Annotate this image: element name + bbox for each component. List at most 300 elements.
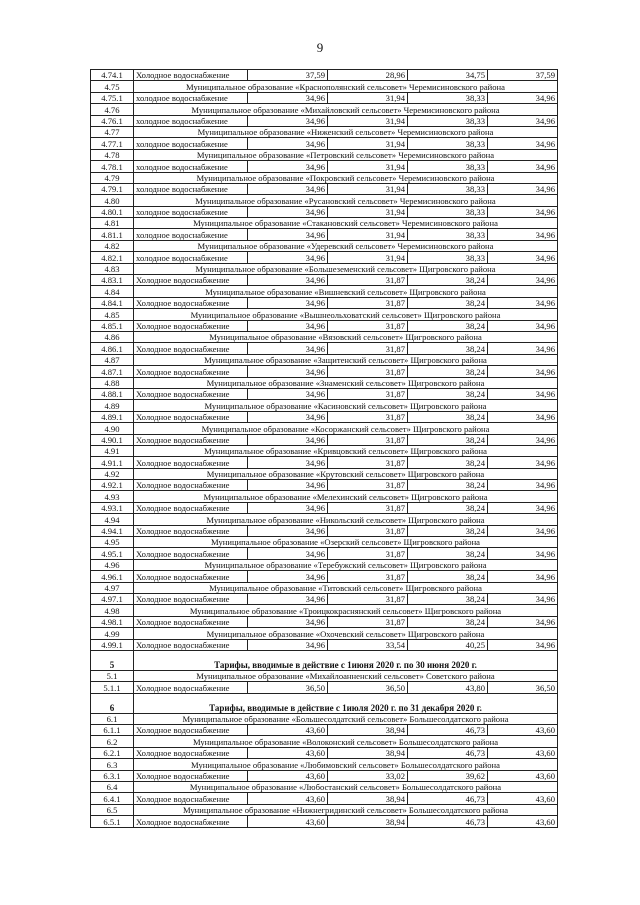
municipality-title: Муниципальное образование «Вязовский сельсовет» Щигровского района xyxy=(134,331,558,342)
tariff-row xyxy=(91,343,558,354)
row-number: 4.85.1 xyxy=(91,320,134,331)
tariff-value: 43,60 xyxy=(488,725,558,736)
tariff-row xyxy=(91,770,558,781)
municipality-number: 4.96 xyxy=(91,559,134,570)
tariff-value: 31,87 xyxy=(328,502,408,513)
tariff-value: 43,80 xyxy=(408,682,488,693)
municipality-row xyxy=(91,81,558,92)
tariff-value: 46,73 xyxy=(408,816,488,827)
tariff-value: 46,73 xyxy=(408,725,488,736)
tariff-value: 34,96 xyxy=(488,639,558,650)
tariff-row xyxy=(91,138,558,149)
tariff-value: 38,33 xyxy=(408,206,488,217)
tariff-value: 34,96 xyxy=(488,183,558,194)
tariff-value: 34,96 xyxy=(248,411,328,422)
tariff-value: 31,87 xyxy=(328,593,408,604)
tariff-value: 31,94 xyxy=(328,183,408,194)
municipality-row xyxy=(91,559,558,570)
tariff-value: 34,96 xyxy=(488,161,558,172)
tariff-row xyxy=(91,275,558,286)
tariff-value: 34,96 xyxy=(488,320,558,331)
tariff-value: 37,59 xyxy=(488,70,558,81)
tariff-value: 31,94 xyxy=(328,161,408,172)
tariff-value: 31,94 xyxy=(328,206,408,217)
tariff-row xyxy=(91,682,558,693)
tariff-row xyxy=(91,793,558,804)
row-number: 4.86.1 xyxy=(91,343,134,354)
service-name: холодное водоснабжение xyxy=(134,229,248,240)
municipality-title: Муниципальное образование «Любостанский сельсовет» Большесолдатского района xyxy=(134,782,558,793)
tariff-value: 34,96 xyxy=(488,502,558,513)
municipality-title: Муниципальное образование «Косоржанский сельсовет» Щигровского района xyxy=(134,423,558,434)
tariff-value: 34,96 xyxy=(488,138,558,149)
tariff-value: 34,96 xyxy=(488,411,558,422)
row-number: 4.80.1 xyxy=(91,206,134,217)
tariff-value: 43,60 xyxy=(248,747,328,758)
municipality-number: 4.86 xyxy=(91,331,134,342)
tariff-row xyxy=(91,548,558,559)
row-number: 4.89.1 xyxy=(91,411,134,422)
section-title: Тарифы, вводимые в действие с 1июля 2020 г. по 31 декабря 2020 г. xyxy=(134,693,558,713)
service-name: Холодное водоснабжение xyxy=(134,770,248,781)
municipality-row xyxy=(91,582,558,593)
municipality-title: Муниципальное образование «Михайловский сельсовет» Черемисиновского района xyxy=(134,104,558,115)
tariff-value: 34,96 xyxy=(248,229,328,240)
tariff-row xyxy=(91,70,558,81)
tariff-row xyxy=(91,252,558,263)
tariff-value: 39,62 xyxy=(408,770,488,781)
tariff-value: 34,96 xyxy=(488,434,558,445)
row-number: 5.1.1 xyxy=(91,682,134,693)
tariff-value: 46,73 xyxy=(408,747,488,758)
tariff-value: 46,73 xyxy=(408,793,488,804)
tariff-value: 34,96 xyxy=(488,388,558,399)
tariff-value: 38,94 xyxy=(328,747,408,758)
row-number: 4.97.1 xyxy=(91,593,134,604)
tariff-value: 34,96 xyxy=(248,183,328,194)
tariff-value: 31,87 xyxy=(328,320,408,331)
tariff-value: 31,87 xyxy=(328,548,408,559)
municipality-number: 4.91 xyxy=(91,445,134,456)
municipality-row xyxy=(91,804,558,815)
row-number: 4.91.1 xyxy=(91,457,134,468)
tariff-value: 34,96 xyxy=(488,229,558,240)
municipality-row xyxy=(91,149,558,160)
tariff-value: 31,94 xyxy=(328,229,408,240)
municipality-number: 4.75 xyxy=(91,81,134,92)
municipality-number: 4.81 xyxy=(91,218,134,229)
municipality-number: 4.87 xyxy=(91,354,134,365)
municipality-number: 6.4 xyxy=(91,782,134,793)
tariff-row xyxy=(91,297,558,308)
tariff-value: 37,59 xyxy=(248,70,328,81)
tariff-value: 34,96 xyxy=(248,161,328,172)
tariff-value: 31,87 xyxy=(328,616,408,627)
service-name: Холодное водоснабжение xyxy=(134,548,248,559)
row-number: 4.94.1 xyxy=(91,525,134,536)
tariff-value: 38,24 xyxy=(408,297,488,308)
tariff-value: 43,60 xyxy=(488,747,558,758)
tariff-row xyxy=(91,593,558,604)
tariff-value: 34,96 xyxy=(248,616,328,627)
tariff-value: 38,33 xyxy=(408,229,488,240)
tariff-row xyxy=(91,206,558,217)
service-name: холодное водоснабжение xyxy=(134,183,248,194)
municipality-row xyxy=(91,309,558,320)
tariff-value: 31,87 xyxy=(328,275,408,286)
tariff-value: 34,96 xyxy=(488,206,558,217)
tariff-value: 31,94 xyxy=(328,138,408,149)
row-number: 4.88.1 xyxy=(91,388,134,399)
municipality-title: Муниципальное образование «Титовский сельсовет» Щигровского района xyxy=(134,582,558,593)
service-name: Холодное водоснабжение xyxy=(134,725,248,736)
tariff-value: 34,96 xyxy=(488,525,558,536)
tariff-value: 43,60 xyxy=(248,816,328,827)
service-name: холодное водоснабжение xyxy=(134,161,248,172)
tariff-value: 38,24 xyxy=(408,343,488,354)
tariff-row xyxy=(91,388,558,399)
row-number: 4.87.1 xyxy=(91,366,134,377)
service-name: холодное водоснабжение xyxy=(134,115,248,126)
service-name: Холодное водоснабжение xyxy=(134,593,248,604)
municipality-title: Муниципальное образование «Вышнеольховатский сельсовет» Щигровского района xyxy=(134,309,558,320)
municipality-number: 4.80 xyxy=(91,195,134,206)
municipality-row xyxy=(91,713,558,724)
municipality-number: 4.89 xyxy=(91,400,134,411)
municipality-row xyxy=(91,514,558,525)
municipality-title: Муниципальное образование «Михайлоанненский сельсовет» Советского района xyxy=(134,670,558,681)
municipality-title: Муниципальное образование «Охочевский сельсовет» Щигровского района xyxy=(134,628,558,639)
service-name: Холодное водоснабжение xyxy=(134,816,248,827)
municipality-title: Муниципальное образование «Мелехинский сельсовет» Щигровского района xyxy=(134,491,558,502)
tariff-value: 38,24 xyxy=(408,480,488,491)
municipality-title: Муниципальное образование «Знаменский сельсовет» Щигровского района xyxy=(134,377,558,388)
service-name: Холодное водоснабжение xyxy=(134,682,248,693)
tariff-value: 31,87 xyxy=(328,297,408,308)
tariff-value: 38,94 xyxy=(328,725,408,736)
tariff-value: 40,25 xyxy=(408,639,488,650)
tariff-value: 31,87 xyxy=(328,434,408,445)
tariff-row xyxy=(91,411,558,422)
tariff-value: 38,24 xyxy=(408,366,488,377)
municipality-number: 4.98 xyxy=(91,605,134,616)
municipality-number: 4.99 xyxy=(91,628,134,639)
service-name: Холодное водоснабжение xyxy=(134,747,248,758)
tariff-value: 43,60 xyxy=(488,793,558,804)
tariff-row xyxy=(91,434,558,445)
municipality-title: Муниципальное образование «Большесолдатский сельсовет» Большесолдатского района xyxy=(134,713,558,724)
tariff-row xyxy=(91,183,558,194)
municipality-row xyxy=(91,400,558,411)
tariff-value: 28,96 xyxy=(328,70,408,81)
tariff-value: 34,96 xyxy=(248,206,328,217)
tariff-value: 38,24 xyxy=(408,388,488,399)
tariff-value: 43,60 xyxy=(248,793,328,804)
municipality-row xyxy=(91,736,558,747)
row-number: 4.98.1 xyxy=(91,616,134,627)
tariff-row xyxy=(91,816,558,827)
municipality-title: Муниципальное образование «Русановский сельсовет» Черемисиновского района xyxy=(134,195,558,206)
row-number: 4.84.1 xyxy=(91,297,134,308)
tariff-value: 38,33 xyxy=(408,252,488,263)
tariff-value: 38,24 xyxy=(408,457,488,468)
tariff-value: 34,96 xyxy=(248,639,328,650)
row-number: 4.74.1 xyxy=(91,70,134,81)
tariff-value: 34,96 xyxy=(248,548,328,559)
service-name: Холодное водоснабжение xyxy=(134,616,248,627)
tariff-value: 34,96 xyxy=(248,92,328,103)
row-number: 4.99.1 xyxy=(91,639,134,650)
row-number: 6.4.1 xyxy=(91,793,134,804)
tariff-value: 34,96 xyxy=(248,343,328,354)
tariff-value: 34,96 xyxy=(248,115,328,126)
municipality-number: 4.76 xyxy=(91,104,134,115)
municipality-number: 6.1 xyxy=(91,713,134,724)
municipality-row xyxy=(91,104,558,115)
municipality-row xyxy=(91,670,558,681)
municipality-row xyxy=(91,468,558,479)
municipality-number: 5.1 xyxy=(91,670,134,681)
municipality-row xyxy=(91,240,558,251)
tariff-value: 34,96 xyxy=(248,252,328,263)
row-number: 4.78.1 xyxy=(91,161,134,172)
tariff-value: 38,94 xyxy=(328,793,408,804)
municipality-number: 4.88 xyxy=(91,377,134,388)
tariff-value: 31,94 xyxy=(328,92,408,103)
municipality-number: 4.77 xyxy=(91,126,134,137)
tariff-value: 38,24 xyxy=(408,593,488,604)
tariff-row xyxy=(91,457,558,468)
municipality-number: 4.97 xyxy=(91,582,134,593)
tariff-value: 31,87 xyxy=(328,366,408,377)
row-number: 4.79.1 xyxy=(91,183,134,194)
municipality-row xyxy=(91,377,558,388)
municipality-title: Муниципальное образование «Кривцовский сельсовет» Щигровского района xyxy=(134,445,558,456)
service-name: Холодное водоснабжение xyxy=(134,320,248,331)
row-number: 4.83.1 xyxy=(91,275,134,286)
municipality-title: Муниципальное образование «Крутовский сельсовет» Щигровского района xyxy=(134,468,558,479)
tariff-value: 34,96 xyxy=(248,457,328,468)
row-number: 4.90.1 xyxy=(91,434,134,445)
service-name: Холодное водоснабжение xyxy=(134,366,248,377)
tariff-row xyxy=(91,92,558,103)
tariff-value: 34,96 xyxy=(248,434,328,445)
row-number: 4.92.1 xyxy=(91,480,134,491)
service-name: Холодное водоснабжение xyxy=(134,297,248,308)
tariff-value: 34,96 xyxy=(488,457,558,468)
tariff-value: 31,87 xyxy=(328,411,408,422)
municipality-title: Муниципальное образование «Никольский сельсовет» Щигровского района xyxy=(134,514,558,525)
tariff-value: 38,33 xyxy=(408,138,488,149)
tariff-value: 34,96 xyxy=(248,320,328,331)
row-number: 4.75.1 xyxy=(91,92,134,103)
tariff-value: 34,96 xyxy=(488,297,558,308)
tariff-row xyxy=(91,480,558,491)
tariff-value: 34,96 xyxy=(248,502,328,513)
tariff-row xyxy=(91,747,558,758)
section-number: 6 xyxy=(91,693,134,713)
tariff-value: 31,87 xyxy=(328,388,408,399)
tariff-value: 31,87 xyxy=(328,480,408,491)
tariff-value: 34,96 xyxy=(248,593,328,604)
municipality-row xyxy=(91,286,558,297)
municipality-row xyxy=(91,126,558,137)
tariff-value: 34,96 xyxy=(488,115,558,126)
tariff-value: 34,96 xyxy=(488,548,558,559)
row-number: 4.81.1 xyxy=(91,229,134,240)
tariff-row xyxy=(91,115,558,126)
municipality-number: 4.84 xyxy=(91,286,134,297)
tariff-value: 38,24 xyxy=(408,571,488,582)
tariff-value: 34,96 xyxy=(248,571,328,582)
municipality-row xyxy=(91,445,558,456)
municipality-row xyxy=(91,491,558,502)
tariff-value: 43,60 xyxy=(248,725,328,736)
municipality-row xyxy=(91,605,558,616)
municipality-title: Муниципальное образование «Касиновский сельсовет» Щигровского района xyxy=(134,400,558,411)
municipality-number: 4.94 xyxy=(91,514,134,525)
municipality-title: Муниципальное образование «Вишневский сельсовет» Щигровского района xyxy=(134,286,558,297)
section-row xyxy=(91,693,558,713)
service-name: Холодное водоснабжение xyxy=(134,411,248,422)
section-number: 5 xyxy=(91,650,134,670)
municipality-number: 6.2 xyxy=(91,736,134,747)
municipality-title: Муниципальное образование «Волоконский сельсовет» Большесолдатского района xyxy=(134,736,558,747)
tariff-row xyxy=(91,616,558,627)
tariff-value: 34,96 xyxy=(488,92,558,103)
municipality-number: 4.78 xyxy=(91,149,134,160)
municipality-number: 4.90 xyxy=(91,423,134,434)
section-title: Тарифы, вводимые в действие с 1июня 2020 г. по 30 июня 2020 г. xyxy=(134,650,558,670)
section-row xyxy=(91,650,558,670)
tariff-value: 38,24 xyxy=(408,275,488,286)
tariff-value: 31,94 xyxy=(328,115,408,126)
page-number: 9 xyxy=(316,40,324,55)
tariff-value: 34,96 xyxy=(248,138,328,149)
tariff-value: 36,50 xyxy=(248,682,328,693)
municipality-number: 6.5 xyxy=(91,804,134,815)
tariff-value: 38,24 xyxy=(408,548,488,559)
service-name: холодное водоснабжение xyxy=(134,252,248,263)
tariff-row xyxy=(91,320,558,331)
tariff-value: 34,96 xyxy=(248,297,328,308)
municipality-title: Муниципальное образование «Ниженский сельсовет» Черемисиновского района xyxy=(134,126,558,137)
row-number: 4.82.1 xyxy=(91,252,134,263)
row-number: 4.95.1 xyxy=(91,548,134,559)
tariff-row xyxy=(91,725,558,736)
municipality-row xyxy=(91,628,558,639)
service-name: холодное водоснабжение xyxy=(134,92,248,103)
service-name: Холодное водоснабжение xyxy=(134,480,248,491)
tariff-value: 38,24 xyxy=(408,434,488,445)
tariff-value: 31,87 xyxy=(328,457,408,468)
tariff-value: 33,02 xyxy=(328,770,408,781)
tariff-value: 31,94 xyxy=(328,252,408,263)
municipality-title: Муниципальное образование «Покровский сельсовет» Черемисиновского района xyxy=(134,172,558,183)
municipality-number: 4.93 xyxy=(91,491,134,502)
service-name: Холодное водоснабжение xyxy=(134,388,248,399)
tariff-value: 34,75 xyxy=(408,70,488,81)
municipality-row xyxy=(91,331,558,342)
tariff-value: 36,50 xyxy=(328,682,408,693)
municipality-row xyxy=(91,537,558,548)
tariff-value: 34,96 xyxy=(488,275,558,286)
service-name: Холодное водоснабжение xyxy=(134,571,248,582)
municipality-title: Муниципальное образование «Теребужский сельсовет» Щигровского района xyxy=(134,559,558,570)
tariff-value: 34,96 xyxy=(488,593,558,604)
service-name: Холодное водоснабжение xyxy=(134,434,248,445)
tariff-value: 38,94 xyxy=(328,816,408,827)
tariff-value: 34,96 xyxy=(488,366,558,377)
service-name: холодное водоснабжение xyxy=(134,206,248,217)
municipality-row xyxy=(91,759,558,770)
municipality-row xyxy=(91,354,558,365)
municipality-title: Муниципальное образование «Озерский сельсовет» Щигровского района xyxy=(134,537,558,548)
municipality-number: 4.92 xyxy=(91,468,134,479)
tariff-value: 34,96 xyxy=(488,480,558,491)
service-name: Холодное водоснабжение xyxy=(134,525,248,536)
municipality-row xyxy=(91,263,558,274)
service-name: Холодное водоснабжение xyxy=(134,275,248,286)
tariff-row xyxy=(91,571,558,582)
tariff-value: 31,87 xyxy=(328,571,408,582)
tariff-value: 38,24 xyxy=(408,502,488,513)
tariff-value: 31,87 xyxy=(328,525,408,536)
tariff-value: 43,60 xyxy=(488,816,558,827)
municipality-title: Муниципальное образование «Удеревский сельсовет» Черемисиновского района xyxy=(134,240,558,251)
municipality-number: 4.95 xyxy=(91,537,134,548)
row-number: 4.76.1 xyxy=(91,115,134,126)
municipality-number: 6.3 xyxy=(91,759,134,770)
tariff-value: 38,24 xyxy=(408,616,488,627)
tariff-value: 34,96 xyxy=(248,388,328,399)
tariff-value: 43,60 xyxy=(488,770,558,781)
tariff-value: 34,96 xyxy=(248,480,328,491)
tariff-row xyxy=(91,366,558,377)
service-name: Холодное водоснабжение xyxy=(134,70,248,81)
service-name: Холодное водоснабжение xyxy=(134,793,248,804)
municipality-number: 4.82 xyxy=(91,240,134,251)
municipality-number: 4.83 xyxy=(91,263,134,274)
municipality-number: 4.79 xyxy=(91,172,134,183)
municipality-title: Муниципальное образование «Большеземенский сельсовет» Щигровского района xyxy=(134,263,558,274)
municipality-row xyxy=(91,172,558,183)
service-name: холодное водоснабжение xyxy=(134,138,248,149)
tariff-value: 34,96 xyxy=(488,571,558,582)
tariff-value: 34,96 xyxy=(488,343,558,354)
municipality-row xyxy=(91,782,558,793)
municipality-title: Муниципальное образование «Петровский сельсовет» Черемисиновского района xyxy=(134,149,558,160)
tariff-value: 34,96 xyxy=(248,525,328,536)
tariff-value: 38,33 xyxy=(408,92,488,103)
municipality-row xyxy=(91,195,558,206)
row-number: 6.1.1 xyxy=(91,725,134,736)
row-number: 6.3.1 xyxy=(91,770,134,781)
tariff-value: 34,96 xyxy=(248,366,328,377)
tariff-row xyxy=(91,229,558,240)
municipality-title: Муниципальное образование «Защитенский сельсовет» Щигровского района xyxy=(134,354,558,365)
row-number: 6.5.1 xyxy=(91,816,134,827)
service-name: Холодное водоснабжение xyxy=(134,343,248,354)
municipality-number: 4.85 xyxy=(91,309,134,320)
municipality-title: Муниципальное образование «Троицкокраснянский сельсовет» Щигровского района xyxy=(134,605,558,616)
tariff-value: 43,60 xyxy=(248,770,328,781)
tariff-value: 38,33 xyxy=(408,161,488,172)
municipality-title: Муниципальное образование «Краснополянский сельсовет» Черемисиновского района xyxy=(134,81,558,92)
row-number: 4.77.1 xyxy=(91,138,134,149)
tariff-value: 36,50 xyxy=(488,682,558,693)
service-name: Холодное водоснабжение xyxy=(134,639,248,650)
